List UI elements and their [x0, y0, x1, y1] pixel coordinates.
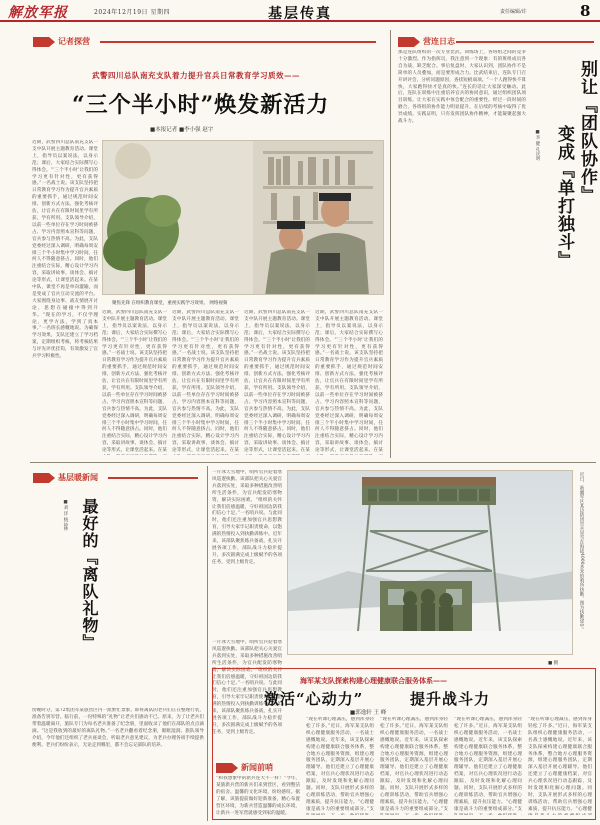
lead-body-col-5: 近期，武警四川总队南充支队一支中队开展主题教育活动。课堂上，指导员以案说法，以身示范；课后，大家结合实际撰写心得体会。“‘三个半小时’让我们的学习更有针对性，更有获得感。”一名战士说。该支队坚持把日常教育学习作为提升官兵素质的重要抓手，通过规范时间安排、创新方式方法、强化考核评估，让官兵在有限时间里学有所获、学有所用。支队领导介绍，以前一些单位存在学习时间被挤占、学习内容照本宣科等问题，官兵参与热情不高。为此，支队党委经过深入调研，明确每周安排三个半小时集中学习时间，任何人不得随意挤占。同时，他们注重结合实际，精心设计学习内容，采取讲故事、谈体会、搞讨论等形式，让课堂活起来。在某 — [315, 310, 383, 454]
right-headline-1: 别让『团队协作』 — [577, 60, 597, 204]
psych-body-col-2: “现在听课心理减压，感到浑身轻松了许多。”近日，海军某支队组织心理健康服务活动，一名战士感慨地说。近年来，该支队探索构建心理健康联合服务体系，整合地方心理服务资源，组建心理服务团队，定期深入基层开展心理辅导。他们还建立了心理健康档案，对官兵心理状况进行动态跟踪，及时发现和化解心理问题。同时，支队开展形式多样的心理训练活动，帮助官兵增强心理素质，提升抗压能力。“心理健康是战斗力的重要组成部分。”支 — [380, 717, 448, 812]
warm-news-byline: ■刘 洋 杨远林 — [63, 500, 68, 531]
lead-kicker — [33, 36, 90, 47]
lead-rule — [100, 41, 376, 43]
column-divider — [390, 30, 391, 458]
psych-headline-1: 激活“心动力” — [264, 690, 364, 708]
editor-credit: 责任编辑/许 — [500, 9, 527, 15]
guard-tower-photo — [287, 470, 573, 655]
lead-kicker-label: 记者探营 — [58, 37, 90, 46]
newspaper-logo: 解放军报 — [8, 5, 68, 21]
issue-date: 2024年12月19日 星期四 — [94, 9, 170, 16]
frontline-kicker-label: 新闻前哨 — [241, 763, 273, 772]
page-number: 8 — [580, 2, 591, 20]
psych-body-col-3: “现在听课心理减压，感到浑身轻松了许多。”近日，海军某支队组织心理健康服务活动，一名战士感慨地说。近年来，该支队探索构建心理健康联合服务体系，整合地方心理服务资源，组建心理服务团队，定期深入基层开展心理辅导。他们还建立了心理健康档案，对官兵心理状况进行动态跟踪，及时发现和化解心理问题。同时，支队开展形式多样的心理训练活动，帮助官兵增强心理素质，提升抗压能力。“心理健康是战斗力的重要组成部分。”支 — [454, 717, 522, 812]
lead-body-col-1: 近期，武警四川总队南充支队一支中队开展主题教育活动。课堂上，指导员以案说法，以身示范；课后，大家结合实际撰写心得体会。“‘三个半小时’让我们的学习更有针对性，更有获得感。”一名战士说。该支队坚持把日常教育学习作为提升官兵素质的重要抓手，通过规范时间安排、创新方式方法、强化考核评估，让官兵在有限时间里学有所获、学有所用。支队领导介绍，以前一些单位存在学习时间被挤占、学习内容照本宣科等问题，官兵参与热情不高。为此，支队党委经过深入调研，明确每周安排三个半小时集中学习时间，任何人不得随意挤占。同时，他们注重结合实际，精心设计学习内容，采取讲故事、谈体会、搞讨论等形式，让课堂活起来。在某中队，课堂不再是单向灌输，而是变成了官兵互动交流的平台。大家围绕身边事、战友情展开讨论，思想在碰撞中得到升华。“现在的学习，不仅学理论，更学方法，学到了真本事。”一名班长感慨地说。为确保学习效果，支队还建立了学习档案，定期组织考核，将考核结果与评先评优挂钩，有效激发了官兵学习积极性。 — [32, 140, 98, 360]
mid-body-col-1: 一片冰天雪地中，哨所官兵迎着寒风巡逻执勤。该部队把关心关爱官兵落到实处，采取多种措施改善哨所生活条件，为官兵配发防寒物资，解决实际困难。“组织的关怀让我们倍感温暖，守好祖国边防我们信心十足。”一名哨兵说。与此同时，他们还注重加强官兵思想教育，引导大家牢记职责使命，以饱满的热情投入到执勤训练中。近年来，该部队聚焦练兵备战，扎实开展各项工作，部队战斗力稳步提升，多次圆满完成上级赋予的各项任务，受到上级肯定。 — [212, 470, 282, 565]
lead-body-col-4: 近期，武警四川总队南充支队一支中队开展主题教育活动。课堂上，指导员以案说法，以身示范；课后，大家结合实际撰写心得体会。“‘三个半小时’让我们的学习更有针对性，更有获得感。”一名战士说。该支队坚持把日常教育学习作为提升官兵素质的重要抓手，通过规范时间安排、创新方式方法、强化考核评估，让官兵在有限时间里学有所获、学有所用。支队领导介绍，以前一些单位存在学习时间被挤占、学习内容照本宣科等问题，官兵参与热情不高。为此，支队党委经过深入调研，明确每周安排三个半小时集中学习时间，任何人不得随意挤占。同时，他们注重结合实际，精心设计学习内容，采取讲故事、谈体会、搞讨论等形式，让课堂活起来。在某 — [244, 310, 310, 454]
right-kicker-label: 营连日志 — [423, 37, 455, 46]
psych-body-col-1: “现在听课心理减压，感到浑身轻松了许多。”近日，海军某支队组织心理健康服务活动，一名战士感慨地说。近年来，该支队探索构建心理健康联合服务体系，整合地方心理服务资源，组建心理服务团队，定期深入基层开展心理辅导。他们还建立了心理健康档案，对官兵心理状况进行动态跟踪，及时发现和化解心理问题。同时，支队开展形式多样的心理训练活动，帮助官兵增强心理素质，提升抗压能力。“心理健康是战斗力的重要组成部分。”支 — [306, 717, 374, 812]
right-rule — [456, 41, 594, 43]
right-headline-2: 变成『单打独斗』 — [554, 125, 574, 269]
warm-news-body: 傍晚时分，第72集团军某旅营区内一派繁忙景象。即将离队的老兵们正在整理行装，准备告别军营。临行前，一份特殊的“礼物”让老兵们感动不已。原来，为了让老兵们带着温暖离开，旅队专门为每名老兵准备了纪念册，里面收录了他们在部队的点点滴滴。“这是我收到的最好的离队礼物。”一名老兵翻看着纪念册，眼眶湿润。旅队领导介绍，今年他们还组织了老兵座谈会，听取老兵意见建议，为老兵办理各项手续提供便利。老兵们纷纷表示，无论走到哪里，都不会忘记部队的培养。 — [32, 708, 204, 748]
lead-headline: “三个半小时”焕发新活力 — [72, 92, 330, 118]
psych-subtitle: 海军某支队探索构建心理健康联合服务体系—— — [300, 676, 447, 685]
right-body: 那是连队组织的一次专业比武。训练场上，各班组之间的竞争十分激烈。作为指挥员，我注意到一个现象：有的班组成员各自为战，缺乏配合。事后复盘时，大家认识到，团队协作不是简单的人员叠加，而是要形成合力。比武结束后，连队专门召开讲评会，分析问题原因，查找短板弱项。“一个人跑得快不算快，大家跑得快才是真的快。”连长的话让大家深受触动。此后，连队在训练中注重培养官兵的协同意识，通过组织团队项目训练，让大家在实践中体会配合的重要性。经过一段时间的磨合，各班组的协作能力明显提升，在后续的考核中取得了优异成绩。实践证明，只有发挥团队协作精神，才能凝聚起强大战斗力。 — [398, 50, 526, 125]
kicker-flag-icon — [216, 763, 232, 773]
psych-byline: ■郭逸轩 王 峰 — [350, 710, 387, 716]
lead-subtitle: 武警四川总队南充支队着力提升官兵日常教育学习质效—— — [92, 71, 300, 80]
frontline-body: “和我想象中的新兵连大不一样！”今年，某旅新兵营的新兵们来到营区，看到整洁的宿舍、温馨的文化环境，纷纷感叹。据了解，该旅提前做好迎新准备，精心布置营区环境，为新兵营造温馨的成长环境，让新兵一进军营就感受到家的温暖。 — [216, 776, 300, 816]
section-title: 基层传真 — [268, 6, 332, 22]
lead-body-col-3: 近期，武警四川总队南充支队一支中队开展主题教育活动。课堂上，指导员以案说法，以身示范；课后，大家结合实际撰写心得体会。“‘三个半小时’让我们的学习更有针对性，更有获得感。”一名战士说。该支队坚持把日常教育学习作为提升官兵素质的重要抓手，通过规范时间安排、创新方式方法、强化考核评估，让官兵在有限时间里学有所获、学有所用。支队领导介绍，以前一些单位存在学习时间被挤占、学习内容照本宣科等问题，官兵参与热情不高。为此，支队党委经过深入调研，明确每周安排三个半小时集中学习时间，任何人不得随意挤占。同时，他们注重结合实际，精心设计学习内容，采取讲故事、谈体会、搞讨论等形式，让课堂活起来。在某 — [172, 310, 239, 454]
warm-news-kicker-label: 基层暖新闻 — [58, 473, 98, 482]
lead-byline: ■本报记者 ■李小强 赵宇 — [150, 127, 214, 133]
warm-news-kicker — [33, 472, 98, 483]
photo2-caption: 近日，新疆军区某边防团官兵冒雪在海拔4000多米的哨所执勤。图为执勤途中。 — [579, 472, 584, 632]
kicker-flag-icon — [398, 37, 414, 47]
column-divider — [207, 466, 208, 821]
lead-photo — [102, 140, 384, 295]
lead-photo-caption: 聚焦先锋 在组织教育课堂，重视实践学习效果。 网络视频 — [112, 301, 228, 306]
snow-watchtower-photo — [288, 471, 573, 655]
right-byline: ■李 健 孔庆明 — [535, 130, 540, 161]
warm-news-headline: 最好的『离队礼物』 — [80, 498, 99, 651]
kicker-flag-icon — [33, 473, 49, 483]
frontline-kicker — [216, 762, 273, 773]
warm-news-rule — [108, 477, 198, 479]
kicker-flag-icon — [33, 37, 49, 47]
lead-body-col-2: 近期，武警四川总队南充支队一支中队开展主题教育活动。课堂上，指导员以案说法，以身示范；课后，大家结合实际撰写心得体会。“‘三个半小时’让我们的学习更有针对性，更有获得感。”一名战士说。该支队坚持把日常教育学习作为提升官兵素质的重要抓手，通过规范时间安排、创新方式方法、强化考核评估，让官兵在有限时间里学有所获、学有所用。支队领导介绍，以前一些单位存在学习时间被挤占、学习内容照本宣科等问题，官兵参与热情不高。为此，支队党委经过深入调研，明确每周安排三个半小时集中学习时间，任何人不得随意挤占。同时，他们注重结合实际，精心设计学习内容，采取讲故事、谈体会、搞讨论等形式，让课堂活起来。在某 — [102, 310, 167, 454]
right-kicker — [398, 36, 455, 47]
bookshelf-soldier-photo — [103, 141, 384, 295]
mid-body-col-2: 一片冰天雪地中，哨所官兵迎着寒风巡逻执勤。该部队把关心关爱官兵落到实处，采取多种措施改善哨所生活条件，为官兵配发防寒物资，解决实际困难。“组织的关怀让我们倍感温暖，守好祖国边防我们信心十足。”一名哨兵说。与此同时，他们还注重加强官兵思想教育，引导大家牢记职责使命，以饱满的热情投入到执勤训练中。近年来，该部队聚焦练兵备战，扎实开展各项工作，部队战斗力稳步提升，多次圆满完成上级赋予的各项任务，受到上级肯定。 — [212, 640, 282, 735]
psych-headline-2: 提升战斗力 — [410, 690, 491, 708]
section-divider — [30, 462, 596, 463]
photo2-credit: ■ 摄 — [548, 661, 559, 666]
psych-body-col-4: “现在听课心理减压，感到浑身轻松了许多。”近日，海军某支队组织心理健康服务活动，一名战士感慨地说。近年来，该支队探索构建心理健康联合服务体系，整合地方心理服务资源，组建心理服务团队，定期深入基层开展心理辅导。他们还建立了心理健康档案，对官兵心理状况进行动态跟踪，及时发现和化解心理问题。同时，支队开展形式多样的心理训练活动，帮助官兵增强心理素质，提升抗压能力。“心理健 — [528, 717, 592, 812]
